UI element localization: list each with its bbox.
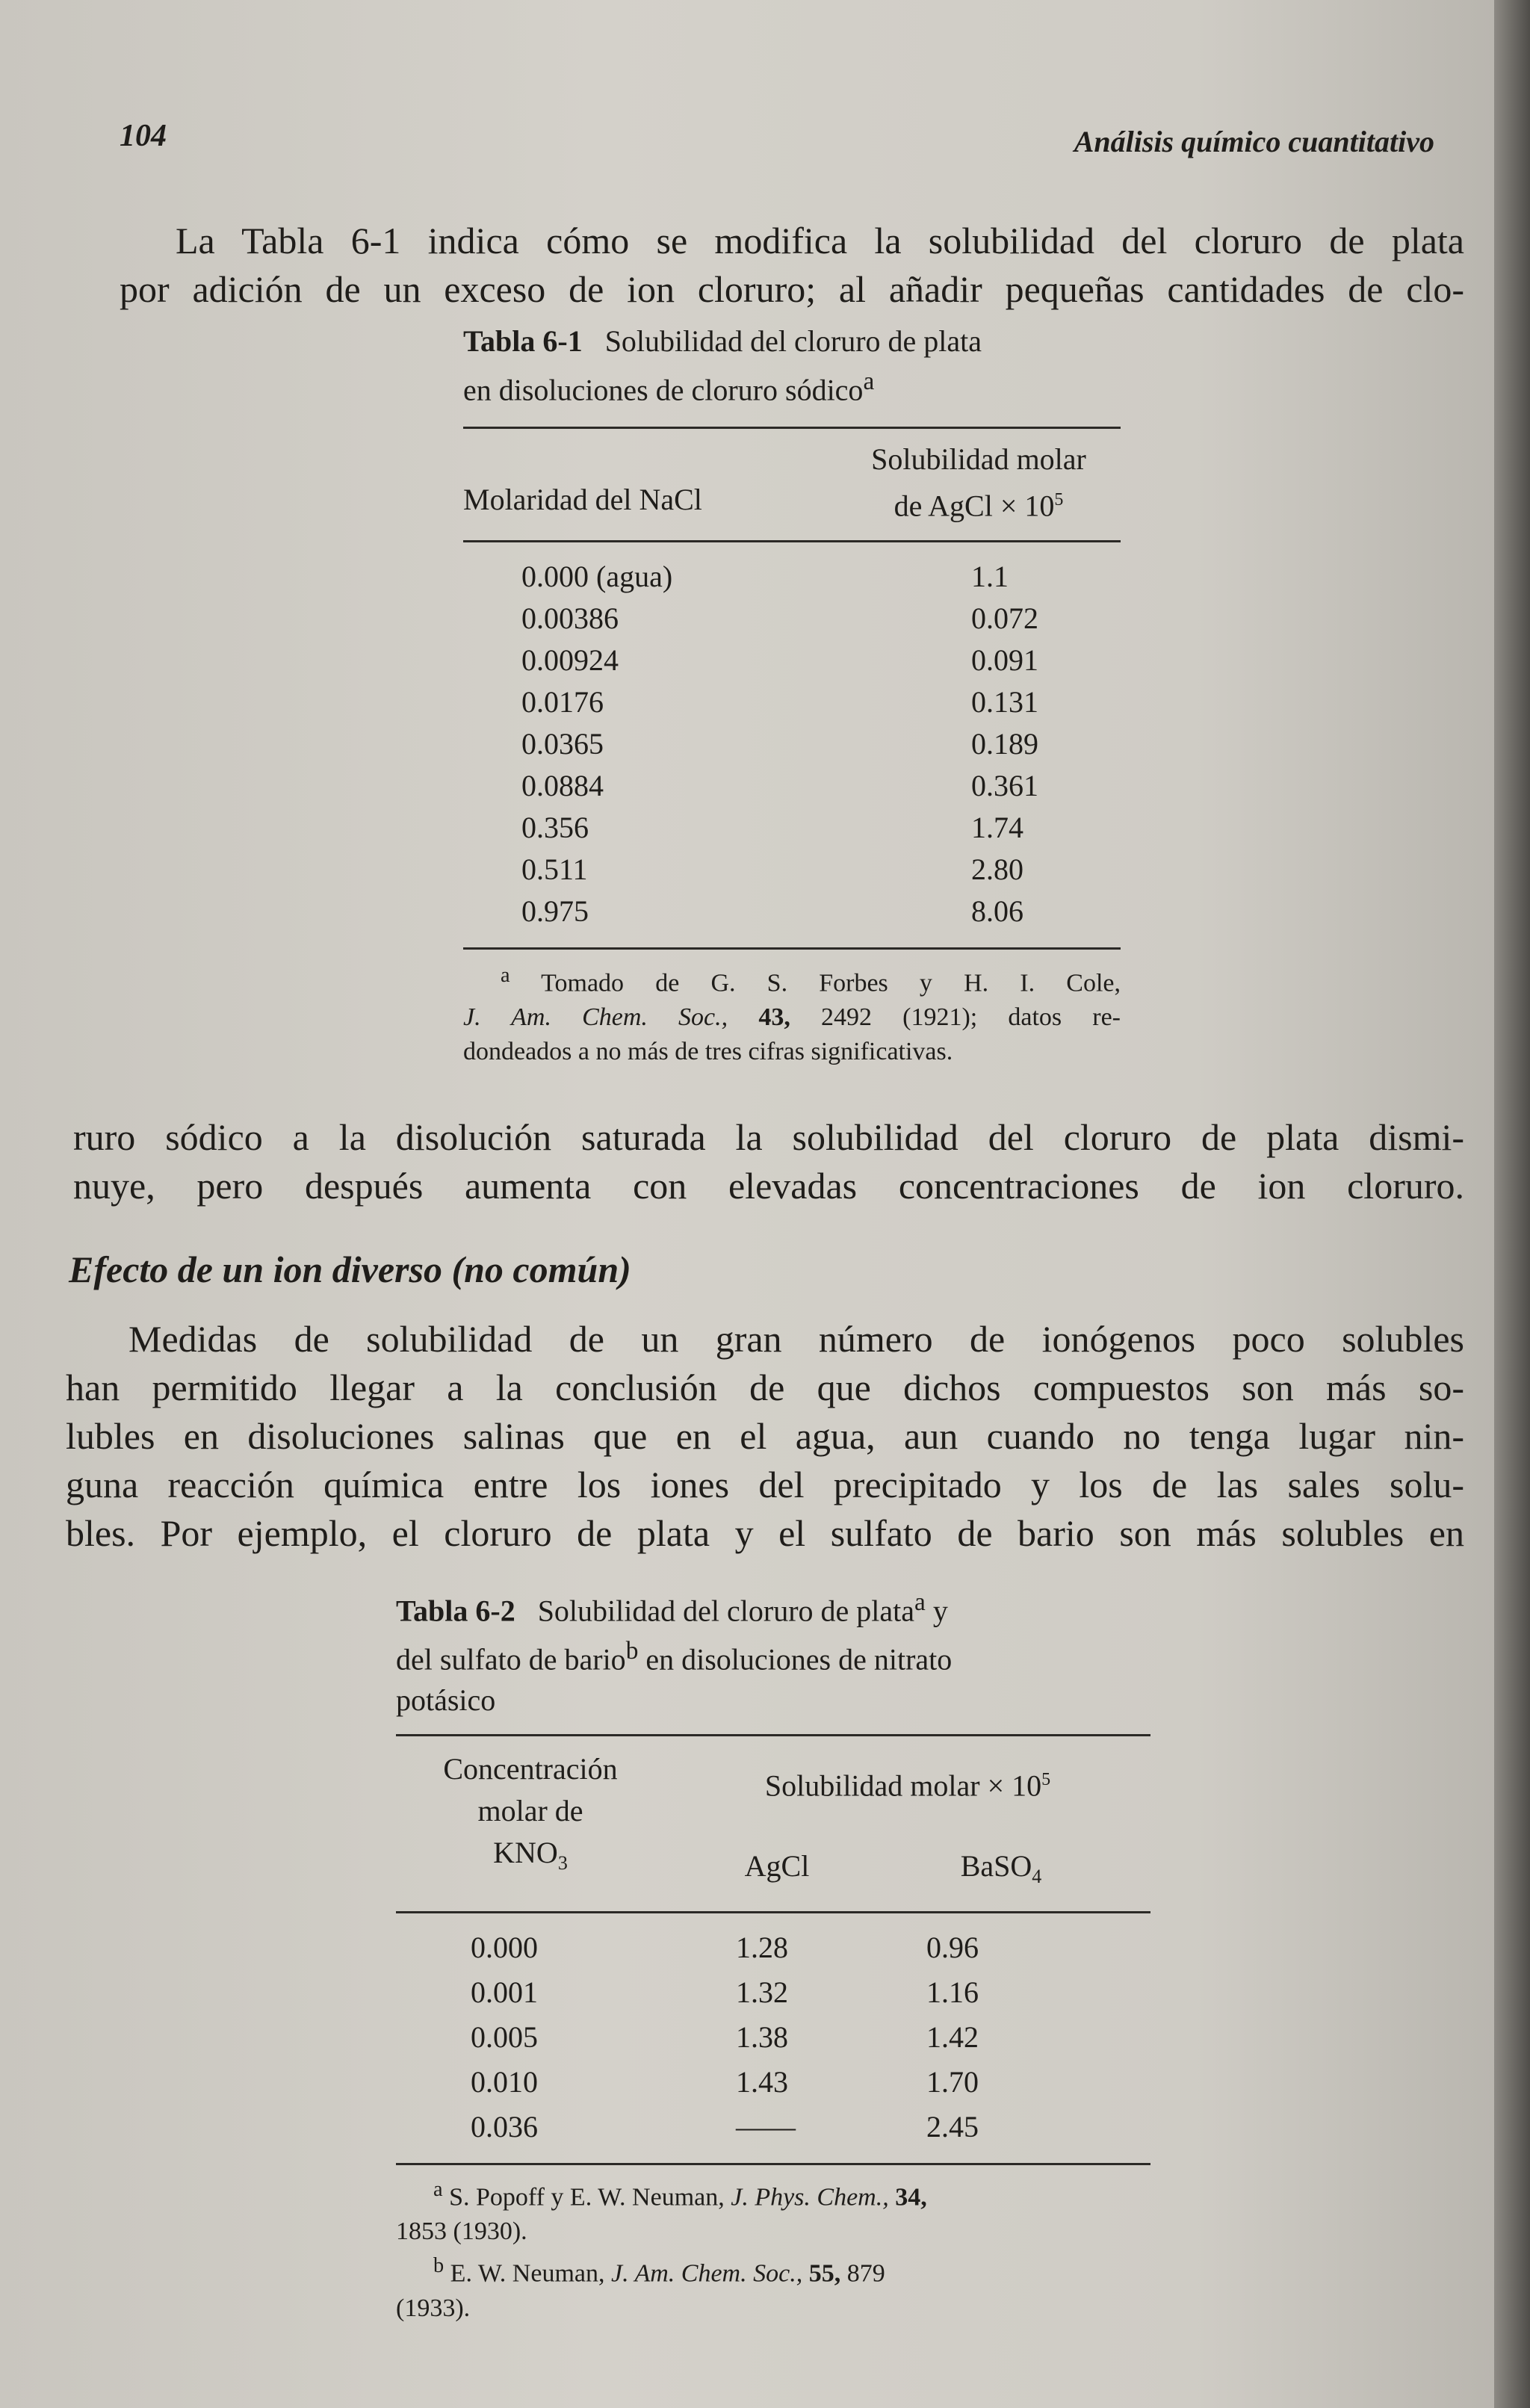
text-line: por adición de un exceso de ion cloruro; al añadir pequeñas cantidades de clo- — [120, 268, 1464, 310]
journal-name: J. Phys. Chem., — [731, 2183, 889, 2212]
caption-text: en disoluciones de nitrato — [645, 1642, 953, 1677]
journal-name: J. Am. Chem. Soc., — [610, 2259, 803, 2288]
footnote-marker: b — [625, 1637, 639, 1665]
table-footnote — [463, 959, 1121, 1069]
paragraph-continued — [73, 1113, 1464, 1210]
table-rule — [463, 947, 1121, 950]
agcl-solubility-cell: 1.1 — [971, 559, 1009, 593]
footnote-marker: a — [863, 368, 875, 395]
caption-text: del sulfato de bario — [396, 1642, 626, 1677]
kno3-concentration-cell: 0.000 — [471, 1930, 538, 1964]
kno3-concentration-cell: 0.036 — [471, 2109, 538, 2144]
table-row — [396, 2060, 1150, 2105]
table-caption — [396, 1582, 1143, 1721]
journal-volume: 34, — [895, 2183, 927, 2212]
table-row — [463, 891, 1121, 932]
header-line — [837, 480, 1121, 526]
column-header: AgCl — [744, 1848, 810, 1883]
table-body — [396, 1925, 1150, 2149]
nacl-molarity-cell: 0.0365 — [521, 726, 604, 761]
footnote-text: 879 — [846, 2259, 885, 2288]
kno3-concentration-cell: 0.005 — [471, 2019, 538, 2054]
header-line — [396, 1832, 665, 1884]
footnote-marker: a — [501, 963, 510, 987]
header-text: Solubilidad molar × 10 — [764, 1768, 1042, 1802]
kno3-concentration-cell: 0.001 — [471, 1975, 538, 2009]
table-row — [396, 2105, 1150, 2149]
journal-volume: 43, — [758, 1003, 790, 1031]
footnote-line — [463, 1000, 1121, 1035]
header-line: Concentración — [443, 1751, 618, 1786]
table-rule — [463, 540, 1121, 542]
baso4-solubility-cell: 1.16 — [926, 1975, 979, 2009]
journal-volume: 55, — [808, 2259, 841, 2288]
agcl-solubility-cell: 0.091 — [971, 643, 1038, 677]
table-row — [463, 640, 1121, 681]
footnote-marker: a — [433, 2177, 443, 2201]
table-rule — [396, 1734, 1150, 1736]
table-caption — [463, 321, 1121, 410]
caption-text: en disoluciones de cloruro sódico — [463, 373, 864, 407]
agcl-solubility-cell: 1.28 — [736, 1930, 788, 1964]
table-row — [463, 849, 1121, 891]
exponent: 5 — [1054, 490, 1064, 510]
table-rule — [396, 2163, 1150, 2165]
column-header — [837, 439, 1121, 526]
book-title: Análisis químico cuantitativo — [1074, 125, 1434, 158]
table-row — [463, 807, 1121, 849]
baso4-solubility-cell: 0.96 — [926, 1930, 979, 1964]
table-row — [396, 1925, 1150, 1970]
table-header — [463, 439, 1121, 526]
table-header — [396, 1748, 1150, 1898]
table-label: Tabla 6-2 — [396, 1594, 515, 1628]
journal-name: J. Am. Chem. Soc., — [463, 1003, 728, 1031]
column-group-header — [665, 1748, 1150, 1898]
nacl-molarity-cell: 0.975 — [521, 894, 589, 928]
footnote-text: 2492 (1921); datos re- — [820, 1003, 1121, 1031]
text-line: Medidas de solubilidad de un gran número de ionógenos poco solubles — [128, 1318, 1464, 1360]
table-label: Tabla 6-1 — [463, 324, 583, 358]
table-rule — [396, 1911, 1150, 1913]
table-row — [463, 681, 1121, 723]
page-edge-shadow — [1494, 0, 1530, 2408]
nacl-molarity-cell: 0.356 — [521, 810, 589, 844]
baso4-solubility-cell: 2.45 — [926, 2109, 979, 2144]
column-header — [889, 1845, 1113, 1898]
footnote-line — [463, 959, 1121, 1000]
text-line: han permitido llegar a la conclusión de que dichos compuestos son más so- — [66, 1367, 1464, 1408]
kno3-concentration-cell: 0.010 — [471, 2064, 538, 2099]
header-text: KNO — [493, 1835, 558, 1869]
footnote-line: (1933). — [396, 2294, 471, 2322]
nacl-molarity-cell: 0.00386 — [521, 601, 619, 635]
table-row — [463, 765, 1121, 807]
agcl-solubility-cell: —— — [736, 2109, 796, 2144]
text-line: lubles en disoluciones salinas que en el agua, aun cuando no tenga lugar nin- — [66, 1415, 1464, 1457]
footnote-marker: b — [433, 2254, 445, 2278]
running-head — [120, 118, 1434, 170]
caption-text: potásico — [396, 1683, 496, 1717]
column-header — [396, 1748, 665, 1898]
header-text: BaSO — [960, 1848, 1032, 1883]
footnote-line: 1853 (1930). — [396, 2217, 527, 2246]
baso4-solubility-cell: 1.70 — [926, 2064, 979, 2099]
agcl-solubility-cell: 0.189 — [971, 726, 1038, 761]
intro-paragraph — [120, 217, 1464, 314]
subheader-row — [665, 1845, 1150, 1898]
table-row — [463, 723, 1121, 765]
caption-text: Solubilidad del cloruro de plata — [604, 324, 982, 358]
nacl-molarity-cell: 0.511 — [521, 852, 588, 886]
diverse-ion-paragraph — [66, 1315, 1464, 1558]
nacl-molarity-cell: 0.0176 — [521, 684, 604, 719]
table-body — [463, 556, 1121, 932]
section-heading: Efecto de un ion diverso (no común) — [69, 1248, 631, 1290]
subscript: 4 — [1032, 1865, 1042, 1887]
header-text: de AgCl × 10 — [893, 489, 1055, 523]
table-row — [463, 556, 1121, 598]
footnote-text: Tomado de G. S. Forbes y H. I. Cole, — [541, 968, 1121, 997]
table-row — [396, 1970, 1150, 2015]
agcl-solubility-cell: 1.74 — [971, 810, 1023, 844]
subscript: 3 — [557, 1851, 568, 1874]
footnote-line: dondeados a no más de tres cifras significativas. — [463, 1037, 953, 1065]
agcl-solubility-cell: 2.80 — [971, 852, 1023, 886]
footnote-line — [396, 2173, 1150, 2214]
table-footnotes — [396, 2173, 1150, 2326]
table-6-1 — [463, 321, 1121, 1069]
text-line: bles. Por ejemplo, el cloruro de plata y el sulfato de bario son más solubles en — [66, 1512, 1464, 1554]
text-line: ruro sódico a la disolución saturada la solubilidad del cloruro de plata dismi- — [73, 1116, 1464, 1158]
agcl-solubility-cell: 1.43 — [736, 2064, 788, 2099]
page-number: 104 — [120, 119, 167, 153]
agcl-solubility-cell: 8.06 — [971, 894, 1023, 928]
column-header: Molaridad del NaCl — [463, 483, 702, 517]
nacl-molarity-cell: 0.00924 — [521, 643, 619, 677]
agcl-solubility-cell: 0.361 — [971, 768, 1038, 802]
footnote-text: E. W. Neuman, — [450, 2259, 605, 2288]
agcl-solubility-cell: 0.072 — [971, 601, 1038, 635]
caption-text: y — [932, 1594, 948, 1628]
caption-text: Solubilidad del cloruro de plata — [537, 1594, 915, 1628]
baso4-solubility-cell: 1.42 — [926, 2019, 979, 2054]
header-line: molar de — [477, 1793, 583, 1827]
nacl-molarity-cell: 0.000 (agua) — [521, 559, 673, 593]
nacl-molarity-cell: 0.0884 — [521, 768, 604, 802]
agcl-solubility-cell: 1.38 — [736, 2019, 788, 2054]
header-line: Solubilidad molar — [871, 442, 1086, 477]
table-6-2 — [396, 1582, 1150, 2326]
footnote-text: S. Popoff y E. W. Neuman, — [449, 2183, 725, 2212]
table-row — [463, 598, 1121, 640]
text-line: nuye, pero después aumenta con elevadas concentraciones de ion cloruro. — [73, 1165, 1464, 1207]
text-line: La Tabla 6-1 indica cómo se modifica la solubilidad del cloruro de plata — [176, 220, 1464, 261]
group-header-line — [665, 1748, 1150, 1807]
agcl-solubility-cell: 0.131 — [971, 684, 1038, 719]
agcl-solubility-cell: 1.32 — [736, 1975, 788, 2009]
text-line: guna reacción química entre los iones del precipitado y los de las sales solu- — [66, 1464, 1464, 1505]
footnote-line — [396, 2249, 1150, 2291]
table-rule — [463, 427, 1121, 429]
footnote-marker: a — [914, 1588, 926, 1616]
exponent: 5 — [1041, 1769, 1051, 1789]
table-row — [396, 2015, 1150, 2060]
